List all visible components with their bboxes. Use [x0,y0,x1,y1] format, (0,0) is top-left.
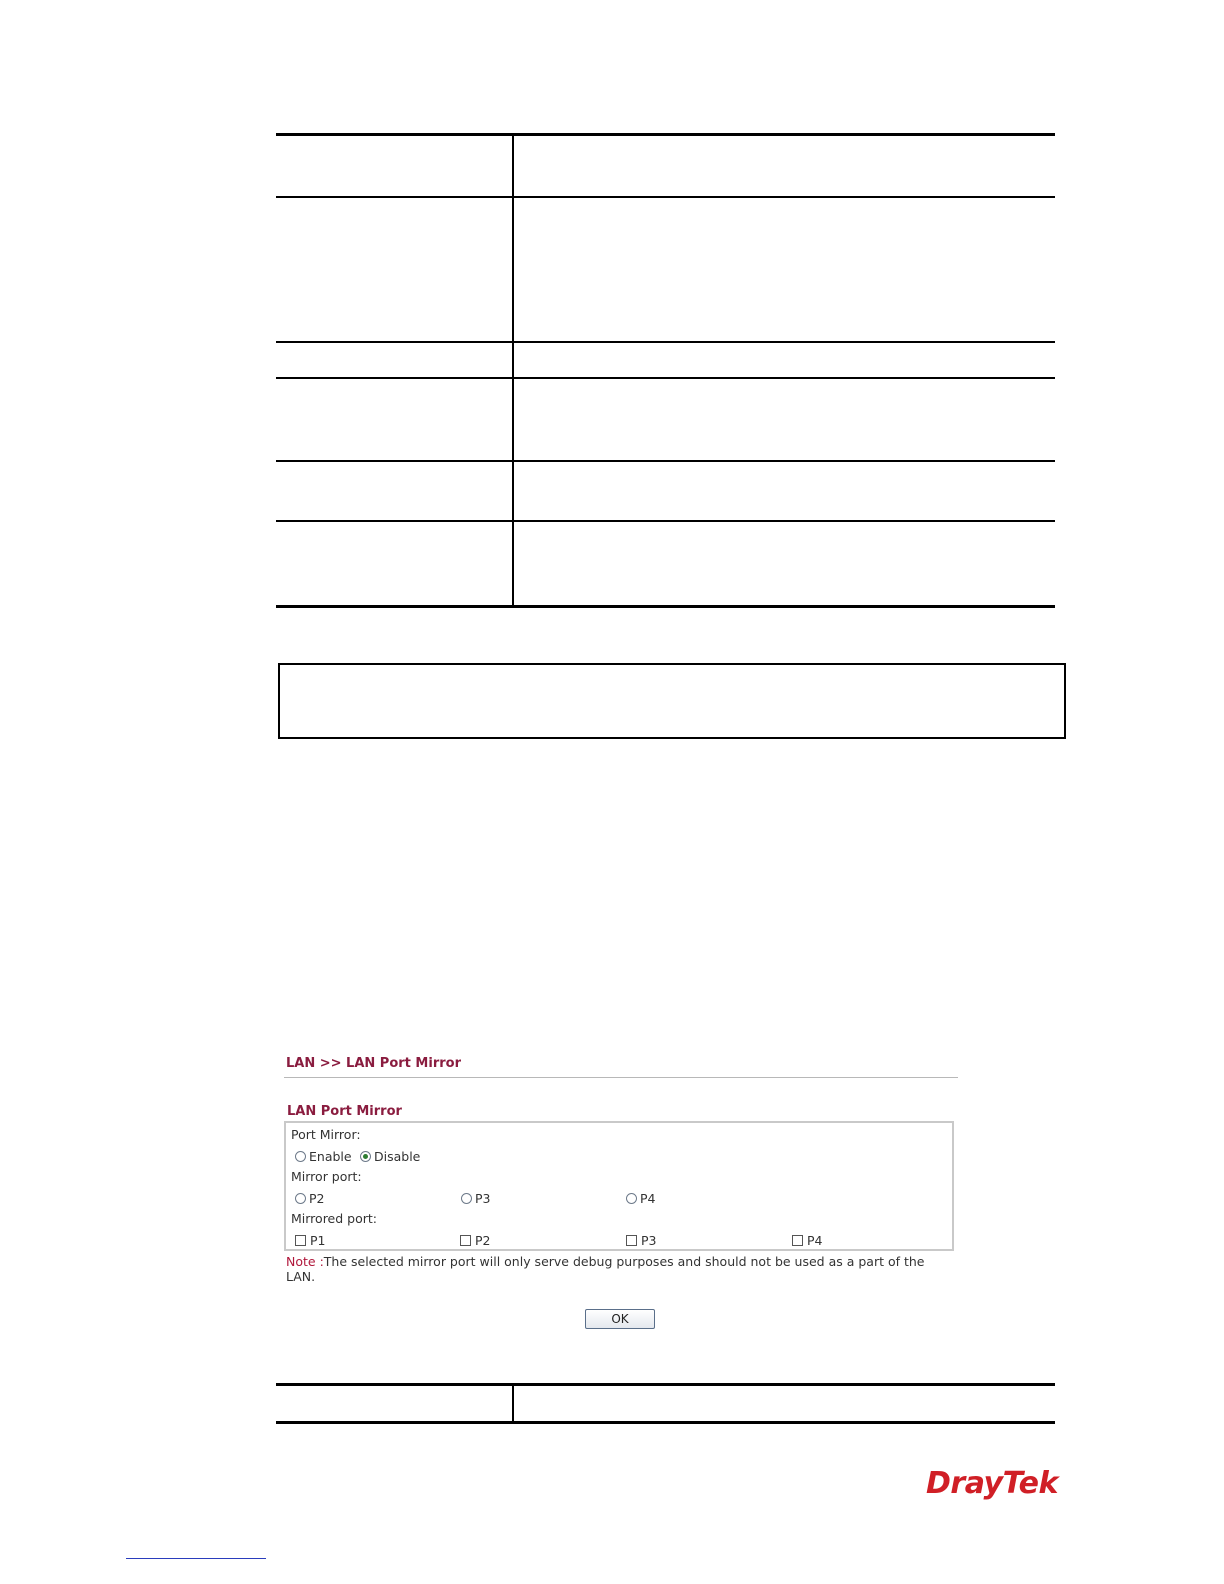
mirrored-port-p4-checkbox[interactable] [792,1233,823,1248]
info-box [278,663,1066,739]
port-mirror-panel [284,1121,954,1251]
mirror-port-p4-radio[interactable] [626,1191,656,1206]
checkbox-icon[interactable] [460,1235,471,1246]
table-row [276,522,1055,605]
column-divider [512,379,514,460]
radio-icon[interactable] [295,1193,306,1204]
port-mirror-enable-radio[interactable] [295,1149,352,1164]
column-divider [512,522,514,605]
radio-label: P3 [475,1191,491,1206]
mirrored-port-p3-checkbox[interactable] [626,1233,657,1248]
note-key: Note : [286,1254,324,1269]
table-row [276,379,1055,462]
radio-label: P2 [309,1191,325,1206]
table-row [276,136,1055,198]
table-row [276,343,1055,379]
column-divider [512,198,514,341]
mirrored-port-label: Mirrored port: [291,1211,377,1226]
checkbox-icon[interactable] [295,1235,306,1246]
column-divider [512,343,514,377]
column-divider [512,1386,514,1421]
checkbox-icon[interactable] [792,1235,803,1246]
mirrored-port-p1-checkbox[interactable] [295,1233,326,1248]
radio-icon[interactable] [626,1193,637,1204]
mirrored-port-p2-checkbox[interactable] [460,1233,491,1248]
checkbox-label: P3 [641,1233,657,1248]
ok-button[interactable]: OK [585,1309,655,1329]
checkbox-label: P2 [475,1233,491,1248]
table-row [276,198,1055,343]
note-text [284,1254,946,1284]
footer-link-underline [126,1558,266,1559]
checkbox-icon[interactable] [626,1235,637,1246]
checkbox-label: P4 [807,1233,823,1248]
port-mirror-label: Port Mirror: [291,1127,361,1142]
radio-icon[interactable] [295,1151,306,1162]
table-row [276,462,1055,522]
mirror-port-p2-radio[interactable] [295,1191,325,1206]
draytek-logo: DrayTek [926,1466,1058,1501]
description-table-bottom [276,1383,1055,1424]
column-divider [512,462,514,520]
breadcrumb: LAN >> LAN Port Mirror [284,1052,958,1078]
mirror-port-p3-radio[interactable] [461,1191,491,1206]
mirror-port-label: Mirror port: [291,1169,362,1184]
column-divider [512,136,514,196]
radio-label: Enable [309,1149,352,1164]
description-table [276,133,1055,608]
checkbox-label: P1 [310,1233,326,1248]
table-row [276,1386,1055,1421]
port-mirror-disable-radio[interactable] [360,1149,420,1164]
section-title: LAN Port Mirror [287,1104,402,1119]
radio-checked-icon[interactable] [360,1151,371,1162]
note-body: The selected mirror port will only serve debug purposes and should not be used as a part of the LAN. [286,1254,925,1284]
radio-icon[interactable] [461,1193,472,1204]
radio-label: P4 [640,1191,656,1206]
lan-port-mirror-page [284,1052,958,1326]
radio-label: Disable [374,1149,421,1164]
